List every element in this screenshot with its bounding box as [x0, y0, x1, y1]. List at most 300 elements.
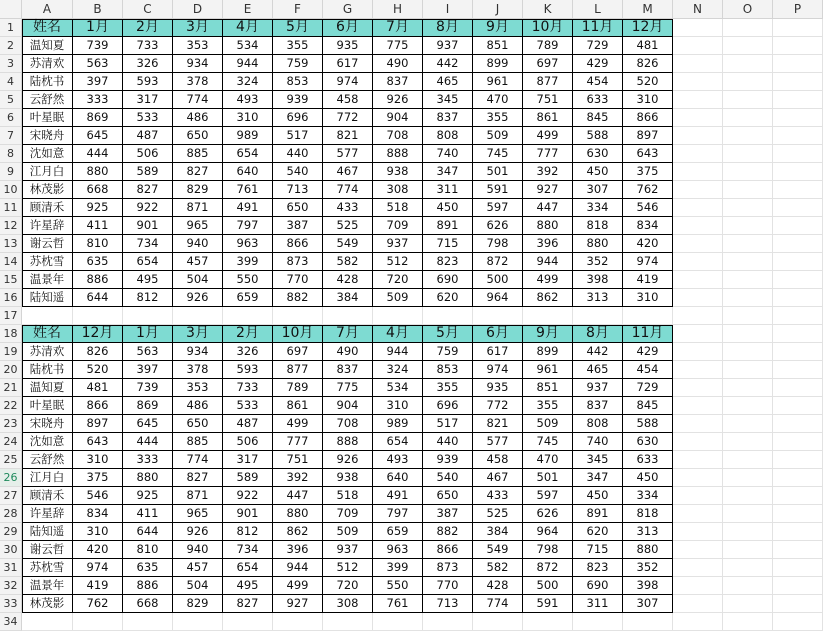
column-header-D[interactable]: D — [173, 0, 223, 19]
cell[interactable] — [673, 145, 723, 163]
table2-value-cell[interactable]: 939 — [423, 451, 473, 469]
table2-value-cell[interactable]: 447 — [273, 487, 323, 505]
cell[interactable] — [673, 289, 723, 307]
cell[interactable] — [723, 199, 773, 217]
table1-name-cell[interactable]: 苏枕雪 — [22, 253, 73, 271]
table1-value-cell[interactable]: 540 — [273, 163, 323, 181]
cell[interactable] — [723, 235, 773, 253]
cell[interactable] — [673, 37, 723, 55]
table2-value-cell[interactable]: 751 — [273, 451, 323, 469]
table1-name-cell[interactable]: 陆知遥 — [22, 289, 73, 307]
table2-value-cell[interactable]: 442 — [573, 343, 623, 361]
table2-value-cell[interactable]: 775 — [323, 379, 373, 397]
table2-value-cell[interactable]: 310 — [373, 397, 423, 415]
cell[interactable] — [473, 613, 523, 631]
table1-value-cell[interactable]: 733 — [123, 37, 173, 55]
cell[interactable] — [573, 613, 623, 631]
table2-value-cell[interactable]: 964 — [523, 523, 573, 541]
table2-value-cell[interactable]: 311 — [573, 595, 623, 613]
table1-value-cell[interactable]: 589 — [123, 163, 173, 181]
table2-name-cell[interactable]: 顾清禾 — [22, 487, 73, 505]
table1-value-cell[interactable]: 729 — [573, 37, 623, 55]
table1-value-cell[interactable]: 384 — [323, 289, 373, 307]
cell[interactable] — [323, 307, 373, 325]
cell[interactable] — [773, 145, 823, 163]
table2-value-cell[interactable]: 713 — [423, 595, 473, 613]
select-all-corner[interactable] — [0, 0, 22, 19]
table2-header-cell[interactable]: 10月 — [273, 325, 323, 343]
cell[interactable] — [773, 523, 823, 541]
cell[interactable] — [673, 271, 723, 289]
table2-value-cell[interactable]: 880 — [123, 469, 173, 487]
table2-value-cell[interactable]: 882 — [423, 523, 473, 541]
cell[interactable] — [773, 109, 823, 127]
table2-value-cell[interactable]: 617 — [473, 343, 523, 361]
table2-value-cell[interactable]: 729 — [623, 379, 673, 397]
row-header-9[interactable]: 9 — [0, 163, 22, 181]
cell[interactable] — [673, 559, 723, 577]
table1-value-cell[interactable]: 774 — [323, 181, 373, 199]
table1-value-cell[interactable]: 654 — [123, 253, 173, 271]
cell[interactable] — [673, 127, 723, 145]
cell[interactable] — [723, 127, 773, 145]
table1-value-cell[interactable]: 582 — [323, 253, 373, 271]
cell[interactable] — [673, 415, 723, 433]
cell[interactable] — [123, 613, 173, 631]
table1-value-cell[interactable]: 533 — [123, 109, 173, 127]
cell[interactable] — [723, 415, 773, 433]
row-header-14[interactable]: 14 — [0, 253, 22, 271]
table1-value-cell[interactable]: 345 — [423, 91, 473, 109]
row-header-24[interactable]: 24 — [0, 433, 22, 451]
table2-value-cell[interactable]: 745 — [523, 433, 573, 451]
cell[interactable] — [723, 181, 773, 199]
table2-value-cell[interactable]: 934 — [173, 343, 223, 361]
table1-value-cell[interactable]: 650 — [273, 199, 323, 217]
cell[interactable] — [573, 307, 623, 325]
table2-value-cell[interactable]: 798 — [523, 541, 573, 559]
table2-value-cell[interactable]: 821 — [473, 415, 523, 433]
table2-value-cell[interactable]: 454 — [623, 361, 673, 379]
table2-value-cell[interactable]: 506 — [223, 433, 273, 451]
cell[interactable] — [173, 307, 223, 325]
table1-value-cell[interactable]: 333 — [73, 91, 123, 109]
table1-value-cell[interactable]: 851 — [473, 37, 523, 55]
table1-value-cell[interactable]: 324 — [223, 73, 273, 91]
table2-value-cell[interactable]: 577 — [473, 433, 523, 451]
cell[interactable] — [673, 361, 723, 379]
row-header-1[interactable]: 1 — [0, 19, 22, 37]
table2-value-cell[interactable]: 493 — [373, 451, 423, 469]
cell[interactable] — [723, 487, 773, 505]
row-header-11[interactable]: 11 — [0, 199, 22, 217]
table2-value-cell[interactable]: 901 — [223, 505, 273, 523]
table2-value-cell[interactable]: 487 — [223, 415, 273, 433]
table1-value-cell[interactable]: 901 — [123, 217, 173, 235]
cell[interactable] — [723, 559, 773, 577]
table1-name-cell[interactable]: 叶星眠 — [22, 109, 73, 127]
table2-value-cell[interactable]: 345 — [573, 451, 623, 469]
cell[interactable] — [723, 613, 773, 631]
table2-value-cell[interactable]: 384 — [473, 523, 523, 541]
row-header-32[interactable]: 32 — [0, 577, 22, 595]
table1-value-cell[interactable]: 644 — [73, 289, 123, 307]
table2-value-cell[interactable]: 645 — [123, 415, 173, 433]
table1-name-cell[interactable]: 宋晓舟 — [22, 127, 73, 145]
row-header-2[interactable]: 2 — [0, 37, 22, 55]
table1-value-cell[interactable]: 491 — [223, 199, 273, 217]
table1-value-cell[interactable]: 411 — [73, 217, 123, 235]
table2-value-cell[interactable]: 974 — [473, 361, 523, 379]
table2-header-cell[interactable]: 4月 — [373, 325, 423, 343]
table2-value-cell[interactable]: 925 — [123, 487, 173, 505]
column-header-J[interactable]: J — [473, 0, 523, 19]
table2-value-cell[interactable]: 650 — [173, 415, 223, 433]
table2-value-cell[interactable]: 355 — [523, 397, 573, 415]
table1-value-cell[interactable]: 934 — [173, 55, 223, 73]
table2-name-cell[interactable]: 宋晓舟 — [22, 415, 73, 433]
table2-name-cell[interactable]: 沈如意 — [22, 433, 73, 451]
table2-value-cell[interactable]: 500 — [523, 577, 573, 595]
table1-value-cell[interactable]: 520 — [623, 73, 673, 91]
table2-value-cell[interactable]: 761 — [373, 595, 423, 613]
table1-name-cell[interactable]: 温知夏 — [22, 37, 73, 55]
table2-value-cell[interactable]: 378 — [173, 361, 223, 379]
table2-value-cell[interactable]: 877 — [273, 361, 323, 379]
table1-value-cell[interactable]: 897 — [623, 127, 673, 145]
row-header-30[interactable]: 30 — [0, 541, 22, 559]
table2-value-cell[interactable]: 734 — [223, 541, 273, 559]
table2-value-cell[interactable]: 428 — [473, 577, 523, 595]
table2-value-cell[interactable]: 926 — [173, 523, 223, 541]
table2-value-cell[interactable]: 922 — [223, 487, 273, 505]
table2-value-cell[interactable]: 490 — [323, 343, 373, 361]
cell[interactable] — [723, 379, 773, 397]
table2-value-cell[interactable]: 640 — [373, 469, 423, 487]
table1-value-cell[interactable]: 944 — [523, 253, 573, 271]
row-header-3[interactable]: 3 — [0, 55, 22, 73]
table1-value-cell[interactable]: 597 — [473, 199, 523, 217]
table2-value-cell[interactable]: 937 — [573, 379, 623, 397]
table1-value-cell[interactable]: 823 — [423, 253, 473, 271]
table2-value-cell[interactable]: 420 — [73, 541, 123, 559]
table2-value-cell[interactable]: 938 — [323, 469, 373, 487]
cell[interactable] — [273, 307, 323, 325]
table1-value-cell[interactable]: 317 — [123, 91, 173, 109]
table1-value-cell[interactable]: 935 — [323, 37, 373, 55]
table1-value-cell[interactable]: 904 — [373, 109, 423, 127]
cell[interactable] — [773, 451, 823, 469]
table1-value-cell[interactable]: 734 — [123, 235, 173, 253]
table2-header-cell[interactable]: 6月 — [473, 325, 523, 343]
table2-value-cell[interactable]: 308 — [323, 595, 373, 613]
table2-value-cell[interactable]: 696 — [423, 397, 473, 415]
table2-value-cell[interactable]: 593 — [223, 361, 273, 379]
cell[interactable] — [423, 613, 473, 631]
column-header-E[interactable]: E — [223, 0, 273, 19]
cell[interactable] — [723, 343, 773, 361]
table1-value-cell[interactable]: 715 — [423, 235, 473, 253]
table1-name-cell[interactable]: 谢云哲 — [22, 235, 73, 253]
table2-value-cell[interactable]: 871 — [173, 487, 223, 505]
table2-value-cell[interactable]: 789 — [273, 379, 323, 397]
cell[interactable] — [773, 307, 823, 325]
table1-value-cell[interactable]: 873 — [273, 253, 323, 271]
cell[interactable] — [773, 541, 823, 559]
table2-name-cell[interactable]: 林茂影 — [22, 595, 73, 613]
cell[interactable] — [773, 253, 823, 271]
row-header-27[interactable]: 27 — [0, 487, 22, 505]
cell[interactable] — [773, 55, 823, 73]
table1-value-cell[interactable]: 630 — [573, 145, 623, 163]
table1-value-cell[interactable]: 444 — [73, 145, 123, 163]
table1-value-cell[interactable]: 442 — [423, 55, 473, 73]
table1-value-cell[interactable]: 499 — [523, 271, 573, 289]
table1-value-cell[interactable]: 974 — [623, 253, 673, 271]
cell[interactable] — [773, 613, 823, 631]
table2-value-cell[interactable]: 398 — [623, 577, 673, 595]
table1-value-cell[interactable]: 654 — [223, 145, 273, 163]
table2-value-cell[interactable]: 509 — [323, 523, 373, 541]
table1-value-cell[interactable]: 493 — [223, 91, 273, 109]
cell[interactable] — [673, 199, 723, 217]
table2-value-cell[interactable]: 458 — [473, 451, 523, 469]
cell[interactable] — [673, 433, 723, 451]
table2-value-cell[interactable]: 433 — [473, 487, 523, 505]
table2-value-cell[interactable]: 740 — [573, 433, 623, 451]
table1-value-cell[interactable]: 862 — [523, 289, 573, 307]
table2-value-cell[interactable]: 525 — [473, 505, 523, 523]
column-header-C[interactable]: C — [123, 0, 173, 19]
table1-value-cell[interactable]: 429 — [573, 55, 623, 73]
cell[interactable] — [773, 199, 823, 217]
row-header-8[interactable]: 8 — [0, 145, 22, 163]
table1-value-cell[interactable]: 690 — [423, 271, 473, 289]
table2-value-cell[interactable]: 563 — [123, 343, 173, 361]
cell[interactable] — [723, 271, 773, 289]
table1-value-cell[interactable]: 939 — [273, 91, 323, 109]
table2-value-cell[interactable]: 654 — [223, 559, 273, 577]
row-header-22[interactable]: 22 — [0, 397, 22, 415]
table1-value-cell[interactable]: 465 — [423, 73, 473, 91]
table1-value-cell[interactable]: 626 — [473, 217, 523, 235]
table1-value-cell[interactable]: 490 — [373, 55, 423, 73]
cell[interactable] — [273, 613, 323, 631]
row-header-19[interactable]: 19 — [0, 343, 22, 361]
table1-name-cell[interactable]: 沈如意 — [22, 145, 73, 163]
cell[interactable] — [673, 343, 723, 361]
table2-name-cell[interactable]: 许星辞 — [22, 505, 73, 523]
cell[interactable] — [723, 505, 773, 523]
table2-header-cell[interactable]: 3月 — [173, 325, 223, 343]
cell[interactable] — [723, 91, 773, 109]
table1-value-cell[interactable]: 550 — [223, 271, 273, 289]
table2-header-cell[interactable]: 11月 — [623, 325, 673, 343]
table1-value-cell[interactable]: 591 — [473, 181, 523, 199]
table1-value-cell[interactable]: 837 — [373, 73, 423, 91]
cell[interactable] — [673, 451, 723, 469]
cell[interactable] — [673, 55, 723, 73]
table1-value-cell[interactable]: 798 — [473, 235, 523, 253]
cell[interactable] — [723, 73, 773, 91]
table2-value-cell[interactable]: 429 — [623, 343, 673, 361]
table1-value-cell[interactable]: 668 — [73, 181, 123, 199]
table1-value-cell[interactable]: 880 — [523, 217, 573, 235]
table2-value-cell[interactable]: 310 — [73, 523, 123, 541]
table2-value-cell[interactable]: 974 — [73, 559, 123, 577]
table1-value-cell[interactable]: 709 — [373, 217, 423, 235]
cell[interactable] — [723, 325, 773, 343]
table2-name-cell[interactable]: 温景年 — [22, 577, 73, 595]
table1-value-cell[interactable]: 577 — [323, 145, 373, 163]
cell[interactable] — [673, 487, 723, 505]
table2-value-cell[interactable]: 635 — [123, 559, 173, 577]
table1-value-cell[interactable]: 827 — [173, 163, 223, 181]
column-header-I[interactable]: I — [423, 0, 473, 19]
table1-header-cell[interactable]: 11月 — [573, 19, 623, 37]
cell[interactable] — [773, 577, 823, 595]
cell[interactable] — [223, 307, 273, 325]
table1-value-cell[interactable]: 899 — [473, 55, 523, 73]
table1-value-cell[interactable]: 398 — [573, 271, 623, 289]
table1-value-cell[interactable]: 882 — [273, 289, 323, 307]
table2-value-cell[interactable]: 353 — [173, 379, 223, 397]
column-header-P[interactable]: P — [773, 0, 823, 19]
table1-value-cell[interactable]: 546 — [623, 199, 673, 217]
table2-value-cell[interactable]: 935 — [473, 379, 523, 397]
table1-value-cell[interactable]: 563 — [73, 55, 123, 73]
table2-value-cell[interactable]: 851 — [523, 379, 573, 397]
cell[interactable] — [773, 19, 823, 37]
table2-value-cell[interactable]: 927 — [273, 595, 323, 613]
table1-header-cell[interactable]: 8月 — [423, 19, 473, 37]
column-header-F[interactable]: F — [273, 0, 323, 19]
table2-value-cell[interactable]: 866 — [423, 541, 473, 559]
table1-value-cell[interactable]: 588 — [573, 127, 623, 145]
table1-value-cell[interactable]: 880 — [73, 163, 123, 181]
cell[interactable] — [773, 559, 823, 577]
table2-header-cell[interactable]: 5月 — [423, 325, 473, 343]
column-header-O[interactable]: O — [723, 0, 773, 19]
row-header-16[interactable]: 16 — [0, 289, 22, 307]
row-header-21[interactable]: 21 — [0, 379, 22, 397]
table1-value-cell[interactable]: 772 — [323, 109, 373, 127]
table1-value-cell[interactable]: 937 — [373, 235, 423, 253]
table2-value-cell[interactable]: 399 — [373, 559, 423, 577]
table1-name-cell[interactable]: 陆枕书 — [22, 73, 73, 91]
table1-value-cell[interactable]: 885 — [173, 145, 223, 163]
table2-value-cell[interactable]: 450 — [573, 487, 623, 505]
row-header-18[interactable]: 18 — [0, 325, 22, 343]
cell[interactable] — [723, 37, 773, 55]
cell[interactable] — [773, 469, 823, 487]
cell[interactable] — [373, 613, 423, 631]
table2-value-cell[interactable]: 885 — [173, 433, 223, 451]
cell[interactable] — [773, 397, 823, 415]
cell[interactable] — [723, 469, 773, 487]
table2-header-cell[interactable]: 12月 — [73, 325, 123, 343]
cell[interactable] — [723, 451, 773, 469]
table1-value-cell[interactable]: 925 — [73, 199, 123, 217]
table2-value-cell[interactable]: 326 — [223, 343, 273, 361]
table1-value-cell[interactable]: 428 — [323, 271, 373, 289]
table2-value-cell[interactable]: 501 — [523, 469, 573, 487]
table1-value-cell[interactable]: 499 — [523, 127, 573, 145]
table1-value-cell[interactable]: 774 — [173, 91, 223, 109]
cell[interactable] — [723, 253, 773, 271]
table1-value-cell[interactable]: 777 — [523, 145, 573, 163]
table1-value-cell[interactable]: 447 — [523, 199, 573, 217]
cell[interactable] — [723, 577, 773, 595]
table2-value-cell[interactable]: 810 — [123, 541, 173, 559]
table2-value-cell[interactable]: 963 — [373, 541, 423, 559]
table1-value-cell[interactable]: 751 — [523, 91, 573, 109]
table1-value-cell[interactable]: 504 — [173, 271, 223, 289]
table1-value-cell[interactable]: 500 — [473, 271, 523, 289]
column-header-B[interactable]: B — [73, 0, 123, 19]
row-header-12[interactable]: 12 — [0, 217, 22, 235]
cell[interactable] — [773, 361, 823, 379]
cell[interactable] — [673, 505, 723, 523]
row-header-7[interactable]: 7 — [0, 127, 22, 145]
table2-header-cell[interactable]: 9月 — [523, 325, 573, 343]
table2-value-cell[interactable]: 777 — [273, 433, 323, 451]
table2-value-cell[interactable]: 324 — [373, 361, 423, 379]
table1-value-cell[interactable]: 775 — [373, 37, 423, 55]
table1-header-cell[interactable]: 12月 — [623, 19, 673, 37]
table1-header-cell[interactable]: 3月 — [173, 19, 223, 37]
table2-value-cell[interactable]: 499 — [273, 415, 323, 433]
row-header-20[interactable]: 20 — [0, 361, 22, 379]
table1-value-cell[interactable]: 593 — [123, 73, 173, 91]
cell[interactable] — [673, 595, 723, 613]
cell[interactable] — [773, 73, 823, 91]
cell[interactable] — [773, 163, 823, 181]
row-header-15[interactable]: 15 — [0, 271, 22, 289]
table2-name-cell[interactable]: 苏清欢 — [22, 343, 73, 361]
table2-value-cell[interactable]: 866 — [73, 397, 123, 415]
table2-value-cell[interactable]: 419 — [73, 577, 123, 595]
table1-value-cell[interactable]: 866 — [623, 109, 673, 127]
table1-value-cell[interactable]: 821 — [323, 127, 373, 145]
table2-value-cell[interactable]: 823 — [573, 559, 623, 577]
table2-value-cell[interactable]: 550 — [373, 577, 423, 595]
table1-value-cell[interactable]: 797 — [223, 217, 273, 235]
cell[interactable] — [623, 613, 673, 631]
table1-value-cell[interactable]: 467 — [323, 163, 373, 181]
table2-value-cell[interactable]: 626 — [523, 505, 573, 523]
table2-name-cell[interactable]: 陆知遥 — [22, 523, 73, 541]
table2-value-cell[interactable]: 457 — [173, 559, 223, 577]
table1-value-cell[interactable]: 740 — [423, 145, 473, 163]
table1-value-cell[interactable]: 886 — [73, 271, 123, 289]
table1-value-cell[interactable]: 310 — [223, 109, 273, 127]
cell[interactable] — [773, 217, 823, 235]
table2-value-cell[interactable]: 387 — [423, 505, 473, 523]
table1-value-cell[interactable]: 355 — [473, 109, 523, 127]
table2-value-cell[interactable]: 654 — [373, 433, 423, 451]
table2-value-cell[interactable]: 347 — [573, 469, 623, 487]
table1-value-cell[interactable]: 310 — [623, 289, 673, 307]
cell[interactable] — [673, 253, 723, 271]
cell[interactable] — [123, 307, 173, 325]
table1-value-cell[interactable]: 880 — [573, 235, 623, 253]
table1-value-cell[interactable]: 739 — [73, 37, 123, 55]
table2-value-cell[interactable]: 499 — [273, 577, 323, 595]
table1-value-cell[interactable]: 487 — [123, 127, 173, 145]
table2-value-cell[interactable]: 873 — [423, 559, 473, 577]
table1-value-cell[interactable]: 808 — [423, 127, 473, 145]
